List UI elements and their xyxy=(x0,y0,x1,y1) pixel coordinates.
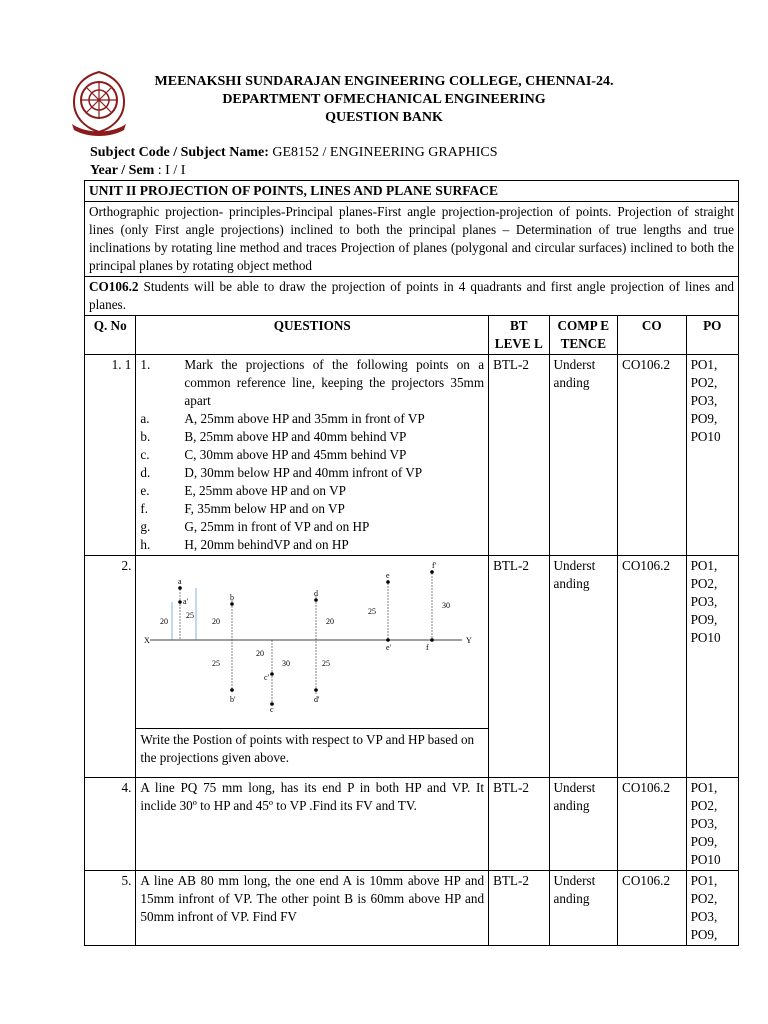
question-number: 4. xyxy=(85,778,136,871)
department-name: DEPARTMENT OFMECHANICAL ENGINEERING xyxy=(222,92,546,107)
label-X: X xyxy=(144,636,151,645)
competence: Underst anding xyxy=(549,355,618,556)
list-item xyxy=(140,482,484,500)
dim-d-25: 25 xyxy=(322,659,331,668)
document-title: QUESTION BANK xyxy=(325,110,443,125)
question-text: A line AB 80 mm long, the one end A is 10mm above HP and 15mm infront of VP. The other point B is 60mm above HP and 50mm infront of VP. Find FV xyxy=(136,871,489,946)
label-e: e xyxy=(386,571,390,580)
question-text: Write the Postion of points with respect to VP and HP based on the projections given above. xyxy=(136,729,489,778)
header-po: PO xyxy=(686,316,738,355)
unit-title: UNIT II PROJECTION OF POINTS, LINES AND PLANE SURFACE xyxy=(85,181,739,202)
item-text: B, 25mm above HP and 40mm behind VP xyxy=(184,429,407,444)
header-competence: COMP E TENCE xyxy=(549,316,618,355)
year-line xyxy=(90,163,185,179)
header-qno: Q. No xyxy=(85,316,136,355)
intro-text: Mark the projections of the following points on a common reference line, keeping the projectors 35mm apart xyxy=(184,357,485,408)
competence: Underst anding xyxy=(549,871,618,946)
label-e-prime: e' xyxy=(386,643,392,652)
projection-figure xyxy=(136,556,486,728)
label-b-prime: b' xyxy=(230,695,236,704)
item-letter: h. xyxy=(140,537,151,552)
item-text: G, 25mm in front of VP and on HP xyxy=(184,519,370,534)
label-f-prime: f' xyxy=(432,561,437,570)
header-bt-level: BT LEVE L xyxy=(489,316,549,355)
item-letter: g. xyxy=(140,519,151,534)
dim-c-20: 20 xyxy=(256,649,265,658)
item-letter: f. xyxy=(140,501,149,516)
item-text: H, 20mm behindVP and on HP xyxy=(184,537,349,552)
table-row xyxy=(85,355,739,556)
item-text: D, 30mm below HP and 40mm infront of VP xyxy=(184,465,423,480)
question-number: 5. xyxy=(85,871,136,946)
list-item xyxy=(140,464,484,482)
subject-line xyxy=(90,145,498,161)
item-text: F, 35mm below HP and on VP xyxy=(184,501,345,516)
subject-value: GE8152 / ENGINEERING GRAPHICS xyxy=(272,145,498,160)
college-name: MEENAKSHI SUNDARAJAN ENGINEERING COLLEGE, CHENNAI-24. xyxy=(154,74,614,89)
po-value: PO1, PO2, PO3, PO9, PO10 xyxy=(686,556,738,778)
question-bank-table xyxy=(84,180,739,946)
question-number: 2. xyxy=(85,556,136,778)
label-a: a xyxy=(178,577,182,586)
dim-d-20: 20 xyxy=(326,617,335,626)
co-value: CO106.2 xyxy=(618,778,687,871)
label-b: b xyxy=(230,593,235,602)
label-c: c xyxy=(270,705,274,714)
header-questions: QUESTIONS xyxy=(136,316,489,355)
list-item xyxy=(140,410,484,428)
bt-level: BTL-2 xyxy=(489,871,549,946)
po-value: PO1, PO2, PO3, PO9, PO10 xyxy=(686,778,738,871)
list-item xyxy=(140,428,484,446)
item-text: E, 25mm above HP and on VP xyxy=(184,483,346,498)
dim-a-25: 25 xyxy=(186,611,195,620)
table-header-row xyxy=(85,316,739,355)
item-text: C, 30mm above HP and 45mm behind VP xyxy=(184,447,407,462)
year-label: Year / Sem xyxy=(90,163,155,178)
projection-figure-cell xyxy=(136,556,489,729)
dim-e-25: 25 xyxy=(368,607,377,616)
competence: Underst anding xyxy=(549,556,618,778)
dim-f-30: 30 xyxy=(442,601,451,610)
item-letter: c. xyxy=(140,447,150,462)
label-d-prime: d' xyxy=(314,695,320,704)
question-number: 1. 1 xyxy=(85,355,136,556)
bt-level: BTL-2 xyxy=(489,778,549,871)
table-row xyxy=(85,778,739,871)
bt-level: BTL-2 xyxy=(489,556,549,778)
item-letter: b. xyxy=(140,429,151,444)
co-value: CO106.2 xyxy=(618,355,687,556)
list-item xyxy=(140,500,484,518)
label-a-prime: a' xyxy=(183,597,189,606)
label-c-prime: c' xyxy=(264,673,270,682)
list-item xyxy=(140,518,484,536)
list-item xyxy=(140,536,484,554)
table-row xyxy=(85,871,739,946)
co-code: CO106.2 xyxy=(89,279,139,294)
dim-b-20: 20 xyxy=(212,617,221,626)
list-item xyxy=(140,446,484,464)
co-value: CO106.2 xyxy=(618,871,687,946)
dim-a-20: 20 xyxy=(160,617,169,626)
po-value: PO1, PO2, PO3, PO9, xyxy=(686,871,738,946)
course-outcome xyxy=(85,277,739,316)
year-value: : I / I xyxy=(157,163,186,178)
co-value: CO106.2 xyxy=(618,556,687,778)
item-letter: d. xyxy=(140,465,151,480)
question-text xyxy=(136,355,489,556)
item-letter: a. xyxy=(140,411,150,426)
intro-number: 1. xyxy=(140,357,151,372)
po-value: PO1, PO2, PO3, PO9, PO10 xyxy=(686,355,738,556)
dim-b-25: 25 xyxy=(212,659,221,668)
unit-syllabus: Orthographic projection- principles-Principal planes-First angle projection-projection of points. Projection of straight lines (only First angle projections) inclined to both the principal planes – Determination of true lengths and true inclinations by rotating line method and traces Projection of planes (polygonal and circular surfaces) inclined to both the principal planes by rotating object method xyxy=(85,202,739,277)
label-f: f xyxy=(426,643,430,652)
item-letter: e. xyxy=(140,483,150,498)
table-row xyxy=(85,556,739,729)
question-text: A line PQ 75 mm long, has its end P in both HP and VP. It inclide 30º to HP and 45º to VP .Find its FV and TV. xyxy=(136,778,489,871)
competence: Underst anding xyxy=(549,778,618,871)
label-d: d xyxy=(314,589,319,598)
subject-label: Subject Code / Subject Name: xyxy=(90,145,269,160)
header-co: CO xyxy=(618,316,687,355)
bt-level: BTL-2 xyxy=(489,355,549,556)
label-Y: Y xyxy=(466,636,473,645)
dim-c-30: 30 xyxy=(282,659,291,668)
co-text: Students will be able to draw the projection of points in 4 quadrants and first angle projection of lines and planes. xyxy=(89,279,735,312)
item-text: A, 25mm above HP and 35mm in front of VP xyxy=(184,411,425,426)
question-intro xyxy=(140,356,484,410)
